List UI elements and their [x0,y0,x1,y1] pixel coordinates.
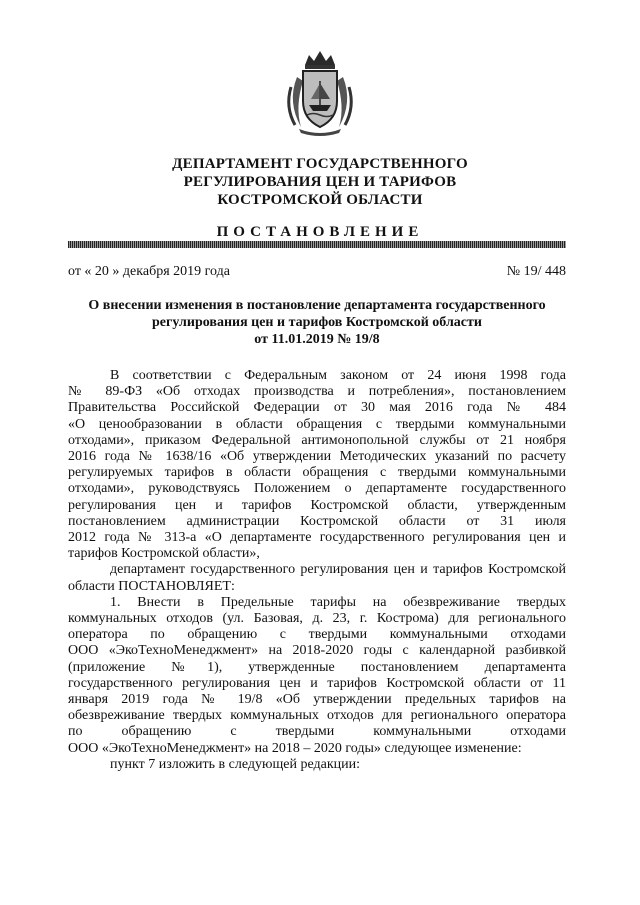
document-number: № 19/ 448 [506,264,566,279]
body-line: тарифов Костромской области», [68,546,260,562]
body-line: января 2019 года № 19/8 «Об утверждении предельных тарифов на [68,692,566,708]
department-name-line: РЕГУЛИРОВАНИЯ ЦЕН И ТАРИФОВ [183,174,457,190]
body-line: регулирования цен и тарифов Костромской области, утвержденным [68,497,566,513]
header-divider [68,241,566,248]
body-line: обезвреживание твердых коммунальных отходов для регионального оператора [68,708,566,724]
body-line: «О ценообразовании в области обращения с твердыми коммунальными [68,416,566,432]
document-type: ПОСТАНОВЛЕНИЕ [216,224,424,240]
department-name [60,155,580,209]
body-line: ООО «ЭкоТехноМенеджмент» на 2018-2020 годы с календарной разбивкой [68,643,566,659]
body-line: регулируемых тарифов в области обращения с твердыми коммунальными [68,465,566,481]
body-line: по обращению с твердыми коммунальными отходами [68,724,566,740]
document-subject [68,297,566,348]
body-line: ООО «ЭкоТехноМенеджмент» на 2018 – 2020 годы» следующее изменение: [68,740,522,756]
subject-line: О внесении изменения в постановление департамента государственного [88,298,546,313]
body-line: коммунальных отходов (ул. Базовая, д. 23, г. Кострома) для регионального [68,611,566,627]
body-line: 1. Внести в Предельные тарифы на обезвреживание твердых [110,594,566,610]
body-line: пункт 7 изложить в следующей редакции: [110,756,360,772]
body-line: (приложение №1), утвержденные постановлением департамента [68,659,566,675]
body-line: постановлением администрации Костромской области от 31 июля [68,513,566,529]
department-name-line: КОСТРОМСКОЙ ОБЛАСТИ [217,192,423,208]
body-line: оператора по обращению с твердыми коммунальными отходами [68,627,566,643]
document-date: от « 20 » декабря 2019 года [68,264,230,279]
body-line: области ПОСТАНОВЛЯЕТ: [68,578,235,594]
body-line: отходами», приказом Федеральной антимонопольной службы от 21 ноября [68,432,566,448]
kostroma-coat-of-arms-icon [283,47,357,137]
body-line: отходами», руководствуясь Положением о департаменте государственного [68,481,566,497]
body-line: 2012 года № 313-а «О департаменте государственного регулирования цен и [68,530,566,546]
document-body [68,368,566,773]
department-name-line: ДЕПАРТАМЕНТ ГОСУДАРСТВЕННОГО [172,156,468,172]
body-line: государственного регулирования цен и тарифов Костромской области от 11 [68,675,566,691]
body-line: департамент государственного регулирования цен и тарифов Костромской [110,562,566,578]
subject-line: от 11.01.2019 № 19/8 [254,332,380,347]
subject-line: регулирования цен и тарифов Костромской области [152,315,482,330]
body-line: В соответствии с Федеральным законом от 24 июня 1998 года [110,368,566,383]
body-line: Правительства Российской Федерации от 30 мая 2016 года № 484 [68,400,566,416]
body-line: 2016 года № 1638/16 «Об утверждении Методических указаний по расчету [68,449,566,465]
body-line: № 89-ФЗ «Об отходах производства и потребления», постановлением [68,384,566,400]
